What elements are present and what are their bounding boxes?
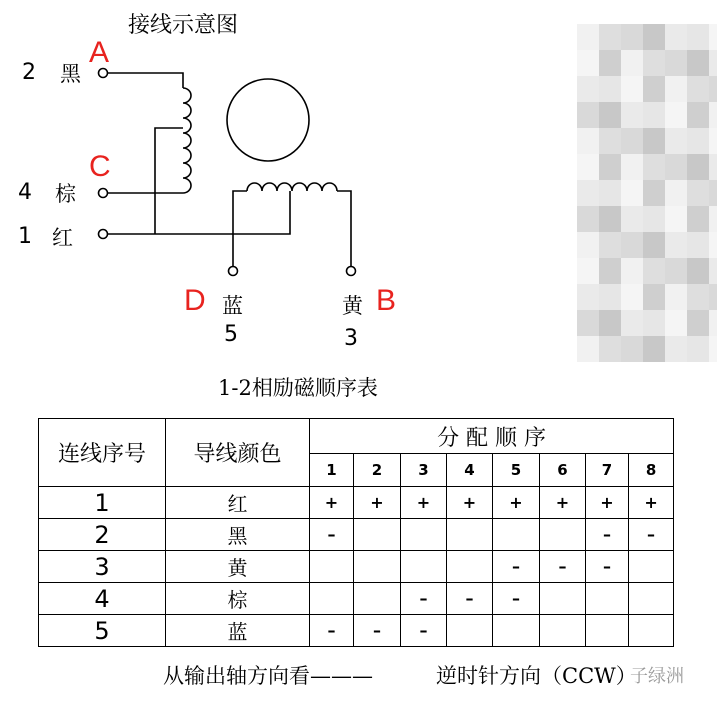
blur-tile [643, 76, 665, 102]
excitation-mark: – [310, 615, 354, 647]
table-body [39, 487, 674, 647]
blur-tile [577, 336, 599, 362]
header-step-5: 5 [493, 454, 540, 487]
excitation-mark: – [586, 519, 629, 551]
blur-tile [709, 206, 717, 232]
excitation-sequence-table [38, 418, 674, 647]
blur-tile [665, 24, 687, 50]
blur-tile [687, 284, 709, 310]
blur-tile [643, 24, 665, 50]
wiring-diagram [0, 0, 577, 360]
excitation-mark: – [401, 583, 447, 615]
blur-tile [577, 154, 599, 180]
row-sequence-number: 1 [39, 487, 166, 519]
blur-tile [599, 258, 621, 284]
blur-tile [665, 180, 687, 206]
excitation-mark [586, 583, 629, 615]
wire-center-tap-1 [155, 128, 183, 234]
blur-tile [665, 232, 687, 258]
blur-tile [599, 284, 621, 310]
row-sequence-number: 2 [39, 519, 166, 551]
blur-tile [599, 154, 621, 180]
blur-tile [643, 206, 665, 232]
excitation-mark [540, 519, 586, 551]
terminal-2-color: 黑 [60, 62, 81, 86]
blur-tile [599, 102, 621, 128]
blur-tile [599, 24, 621, 50]
terminal-3-number: 3 [344, 326, 358, 351]
blur-tile [709, 24, 717, 50]
blur-tile [599, 50, 621, 76]
blur-tile [577, 76, 599, 102]
excitation-mark: – [629, 519, 674, 551]
excitation-mark [629, 551, 674, 583]
blur-tile [599, 180, 621, 206]
row-wire-color: 黄 [166, 551, 310, 583]
excitation-mark: – [586, 551, 629, 583]
blur-tile [665, 76, 687, 102]
blur-tile [665, 154, 687, 180]
blur-tile [687, 258, 709, 284]
wire-common [107, 191, 290, 234]
excitation-mark: – [493, 583, 540, 615]
blur-tile [687, 76, 709, 102]
blur-tile [643, 180, 665, 206]
footer-direction-text: 从输出轴方向看——— [163, 664, 373, 688]
diagram-title: 接线示意图 [128, 13, 239, 38]
blur-tile [621, 310, 643, 336]
blur-tile [643, 310, 665, 336]
blur-tile [709, 154, 717, 180]
blur-tile [687, 232, 709, 258]
blur-tile [643, 154, 665, 180]
excitation-mark: – [354, 615, 401, 647]
blur-tile [577, 232, 599, 258]
excitation-mark: + [447, 487, 493, 519]
table-row [39, 615, 674, 647]
excitation-mark [629, 615, 674, 647]
blur-tile [665, 336, 687, 362]
header-step-4: 4 [447, 454, 493, 487]
blur-tile [643, 336, 665, 362]
blur-tile [709, 102, 717, 128]
blur-tile [687, 24, 709, 50]
blur-tile [577, 258, 599, 284]
excitation-mark [354, 519, 401, 551]
table-row [39, 583, 674, 615]
header-sequence-number: 连线序号 [39, 419, 166, 487]
excitation-mark [447, 615, 493, 647]
blur-tile [621, 128, 643, 154]
row-sequence-number: 5 [39, 615, 166, 647]
excitation-mark [493, 615, 540, 647]
blur-tile [599, 310, 621, 336]
excitation-mark: – [540, 551, 586, 583]
blur-tile [577, 24, 599, 50]
excitation-mark [540, 583, 586, 615]
blur-tile [577, 50, 599, 76]
blur-tile [665, 102, 687, 128]
coil-ac [183, 88, 191, 193]
terminal-2-node [99, 69, 108, 78]
blur-tile [709, 258, 717, 284]
excitation-mark: + [401, 487, 447, 519]
header-step-2: 2 [354, 454, 401, 487]
blur-tile [665, 128, 687, 154]
watermark-text: 子绿洲 [630, 666, 684, 687]
blur-tile [709, 310, 717, 336]
blur-tile [687, 128, 709, 154]
blur-tile [577, 206, 599, 232]
terminal-2-letter: A [89, 36, 110, 69]
header-step-7: 7 [586, 454, 629, 487]
excitation-mark [629, 583, 674, 615]
terminal-5-number: 5 [224, 322, 238, 347]
terminal-1-number: 1 [18, 224, 32, 249]
blur-tile [687, 154, 709, 180]
blur-tile [621, 24, 643, 50]
blur-tile [665, 50, 687, 76]
excitation-mark: + [629, 487, 674, 519]
blur-tile [621, 284, 643, 310]
blur-tile [577, 128, 599, 154]
blur-tile [643, 128, 665, 154]
blur-tile [621, 206, 643, 232]
terminal-4-letter: C [89, 150, 111, 183]
terminal-3-color: 黄 [342, 294, 363, 318]
blur-tile [665, 284, 687, 310]
blur-tile [687, 102, 709, 128]
terminal-4-number: 4 [18, 180, 32, 205]
row-wire-color: 蓝 [166, 615, 310, 647]
table-row [39, 487, 674, 519]
blur-tile [643, 258, 665, 284]
terminal-4-color: 棕 [55, 182, 76, 206]
blur-tile [577, 180, 599, 206]
terminal-2-number: 2 [22, 60, 36, 85]
header-wire-color: 导线颜色 [166, 419, 310, 487]
blur-tile [621, 50, 643, 76]
blur-tile [665, 206, 687, 232]
blur-tile [643, 102, 665, 128]
blur-tile [643, 50, 665, 76]
excitation-mark: + [540, 487, 586, 519]
blur-tile [599, 336, 621, 362]
excitation-mark [310, 551, 354, 583]
blur-tile [599, 206, 621, 232]
terminal-1-color: 红 [52, 226, 73, 250]
table-row [39, 551, 674, 583]
blur-tile [709, 232, 717, 258]
excitation-mark: + [586, 487, 629, 519]
wire-b [337, 191, 351, 267]
excitation-mark [310, 583, 354, 615]
row-sequence-number: 3 [39, 551, 166, 583]
header-step-1: 1 [310, 454, 354, 487]
blur-tile [577, 310, 599, 336]
table-title: 1-2相励磁顺序表 [218, 376, 378, 400]
blur-tile [709, 180, 717, 206]
row-wire-color: 红 [166, 487, 310, 519]
excitation-mark [586, 615, 629, 647]
blur-tile [621, 180, 643, 206]
excitation-mark: + [310, 487, 354, 519]
header-step-8: 8 [629, 454, 674, 487]
excitation-mark [354, 551, 401, 583]
excitation-mark: – [310, 519, 354, 551]
excitation-mark [493, 519, 540, 551]
blur-tile [621, 336, 643, 362]
excitation-mark: – [493, 551, 540, 583]
row-sequence-number: 4 [39, 583, 166, 615]
blur-tile [643, 284, 665, 310]
excitation-mark [540, 615, 586, 647]
header-step-6: 6 [540, 454, 586, 487]
wire-d [233, 191, 247, 267]
excitation-mark: – [401, 615, 447, 647]
coil-db [247, 183, 337, 191]
blur-tile [687, 206, 709, 232]
terminal-4-node [99, 189, 108, 198]
excitation-mark [401, 551, 447, 583]
excitation-mark [447, 551, 493, 583]
header-step-3: 3 [401, 454, 447, 487]
blur-tile [709, 284, 717, 310]
terminal-3-node [347, 267, 356, 276]
blurred-region [577, 24, 717, 362]
blur-tile [687, 336, 709, 362]
wire-a [107, 73, 183, 88]
footer [0, 660, 717, 694]
excitation-mark: + [493, 487, 540, 519]
blur-tile [665, 310, 687, 336]
terminal-5-color: 蓝 [222, 294, 243, 318]
blur-tile [687, 310, 709, 336]
blur-tile [621, 232, 643, 258]
blur-tile [687, 180, 709, 206]
excitation-mark: + [354, 487, 401, 519]
blur-tile [577, 102, 599, 128]
blur-tile [621, 76, 643, 102]
terminal-5-letter: D [184, 284, 206, 317]
row-wire-color: 黑 [166, 519, 310, 551]
row-wire-color: 棕 [166, 583, 310, 615]
footer-ccw-text: 逆时针方向（CCW） [436, 664, 637, 688]
blur-tile [577, 284, 599, 310]
blur-tile [621, 102, 643, 128]
excitation-mark [401, 519, 447, 551]
blur-tile [599, 76, 621, 102]
excitation-mark [447, 519, 493, 551]
motor-rotor-circle [227, 79, 309, 161]
excitation-mark [354, 583, 401, 615]
blur-tile [621, 154, 643, 180]
blur-tile [643, 232, 665, 258]
blur-tile [709, 128, 717, 154]
terminal-3-letter: B [376, 284, 397, 317]
blur-tile [599, 128, 621, 154]
blur-tile [709, 50, 717, 76]
terminal-1-node [99, 230, 108, 239]
excitation-mark: – [447, 583, 493, 615]
blur-tile [687, 50, 709, 76]
blur-tile [709, 76, 717, 102]
table-row [39, 519, 674, 551]
blur-tile [709, 336, 717, 362]
blur-tile [621, 258, 643, 284]
terminal-5-node [229, 267, 238, 276]
header-distribution-order: 分 配 顺 序 [310, 419, 674, 454]
blur-tile [665, 258, 687, 284]
blur-tile [599, 232, 621, 258]
